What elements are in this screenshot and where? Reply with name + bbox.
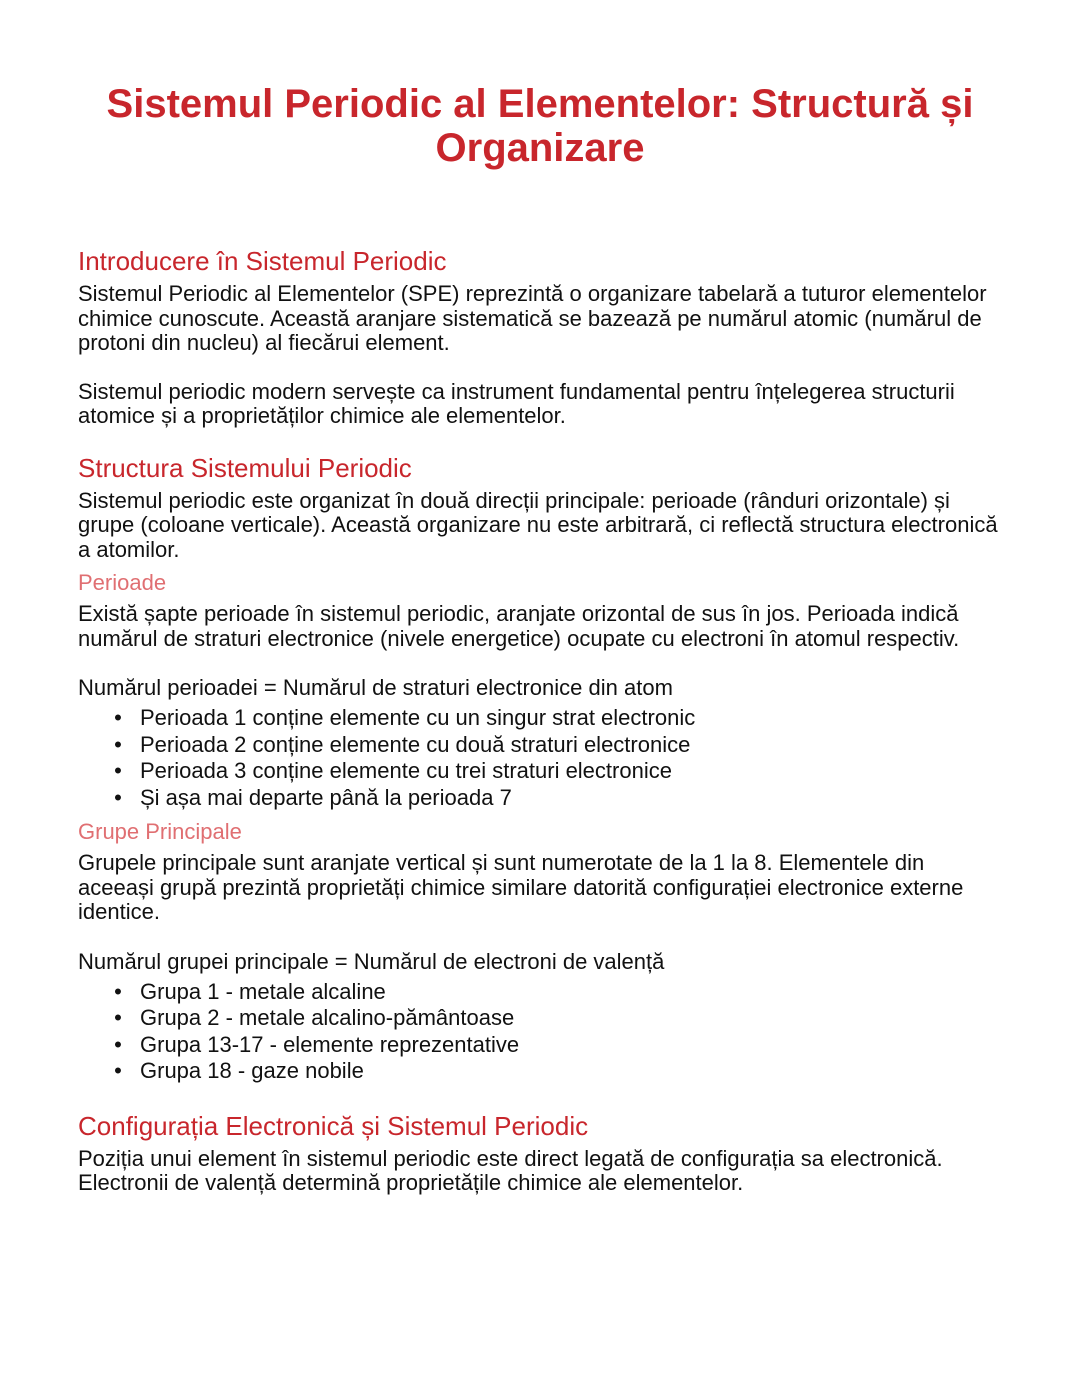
paragraph: Grupele principale sunt aranjate vertical și sunt numerotate de la 1 la 8. Elementele din aceeași grupă prezintă proprietăți chimice similare datorită configurației electronice externe identice.: [78, 850, 964, 924]
list-item-text: Grupa 18 - gaze nobile: [140, 1058, 364, 1083]
list-item: [108, 705, 1002, 732]
paragraph: Sistemul periodic este organizat în două direcții principale: perioade (rânduri orizontale) și grupe (coloane verticale). Această organizare nu este arbitrară, ci reflectă structura electronică a atomilor.: [78, 487, 998, 562]
list-item-text: Grupa 2 - metale alcalino-pământoase: [140, 1005, 515, 1030]
section-introducere: [78, 246, 1002, 429]
list-item-text: Perioada 2 conține elemente cu două straturi electronice: [140, 731, 691, 757]
list-item-text: Perioada 3 conține elemente cu trei straturi electronice: [140, 758, 672, 783]
list-item: [108, 732, 1002, 759]
subsection-perioade: [78, 570, 1002, 811]
list-item-text: Și așa mai departe până la perioada 7: [140, 784, 512, 810]
formula-line: Numărul grupei principale = Numărul de electroni de valență: [78, 948, 665, 974]
list-item: [108, 979, 1002, 1006]
list-item-text: Perioada 1 conține elemente cu un singur strat electronic: [140, 705, 696, 730]
section-heading: Structura Sistemului Periodic: [78, 452, 412, 483]
list-item-text: Grupa 13-17 - elemente reprezentative: [140, 1031, 520, 1057]
bullet-icon: •: [114, 731, 122, 757]
paragraph: Poziția unui element în sistemul periodic este direct legată de configurația sa electronică. Electronii de valență determină proprietățile chimice ale elementelor.: [78, 1145, 943, 1195]
paragraph: Există șapte perioade în sistemul periodic, aranjate orizontal de sus în jos. Perioada indică numărul de straturi electronice (nivele energetice) ocupate cu electroni în atomul respectiv.: [78, 601, 960, 651]
subsection-heading: Grupe Principale: [78, 819, 242, 844]
page-title: Sistemul Periodic al Elementelor: Structură și Organizare: [106, 82, 974, 170]
bullet-icon: •: [114, 1005, 122, 1030]
bullet-icon: •: [114, 1058, 122, 1083]
paragraph: Sistemul periodic modern servește ca instrument fundamental pentru înțelegerea structurii atomice și a proprietăților chimice ale elementelor.: [78, 378, 955, 428]
section-configuratia-electronica: [78, 1111, 1002, 1196]
bullet-icon: •: [114, 978, 122, 1004]
subsection-heading: Perioade: [78, 570, 167, 595]
section-heading: Configurația Electronică și Sistemul Periodic: [78, 1110, 589, 1141]
bullet-icon: •: [114, 784, 122, 810]
list-item: [108, 1032, 1002, 1059]
subsection-grupe-principale: [78, 819, 1002, 1085]
bullet-icon: •: [114, 758, 122, 783]
formula-line: Numărul perioadei = Numărul de straturi electronice din atom: [78, 675, 673, 700]
list-item: [108, 1058, 1002, 1085]
list-item: [108, 758, 1002, 785]
bullet-icon: •: [114, 705, 122, 730]
section-heading: Introducere în Sistemul Periodic: [78, 246, 447, 276]
paragraph: Sistemul Periodic al Elementelor (SPE) reprezintă o organizare tabelară a tuturor elementelor chimice cunoscute. Această aranjare sistematică se bazează pe numărul atomic (numărul de protoni din nucleu) al fiecărui element.: [78, 281, 987, 355]
list-item: [108, 785, 1002, 812]
list-item-text: Grupa 1 - metale alcaline: [140, 978, 386, 1004]
bullet-icon: •: [114, 1031, 122, 1057]
bullet-list: [78, 705, 1002, 811]
section-structura: [78, 453, 1002, 1085]
list-item: [108, 1005, 1002, 1032]
bullet-list: [78, 979, 1002, 1085]
